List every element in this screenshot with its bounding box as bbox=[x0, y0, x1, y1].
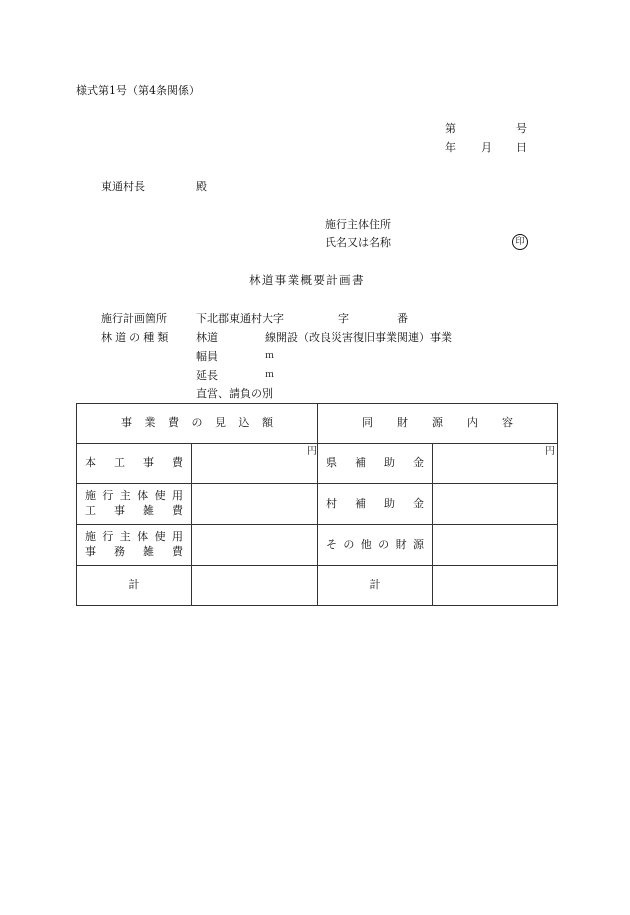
total-row bbox=[77, 566, 558, 606]
label-char: 見 bbox=[215, 416, 226, 430]
row-label-construction-misc bbox=[77, 484, 192, 525]
date-month: 月 bbox=[481, 141, 492, 154]
table-row bbox=[77, 525, 558, 566]
cost-table-header-row bbox=[77, 404, 558, 444]
number-prefix: 第 bbox=[445, 122, 456, 135]
row-label-line1 bbox=[77, 489, 191, 504]
cell-total-cost-amount[interactable] bbox=[192, 566, 318, 606]
cell-pref-subsidy-amount[interactable] bbox=[433, 444, 558, 484]
label-char: 工 bbox=[114, 456, 125, 470]
date-year: 年 bbox=[445, 141, 456, 154]
row-label-text bbox=[318, 538, 432, 553]
label-char: 財 bbox=[395, 537, 407, 551]
label-char: 費 bbox=[172, 456, 183, 470]
type-label bbox=[101, 332, 183, 343]
label-char: 本 bbox=[85, 456, 96, 470]
label-char: 業 bbox=[144, 416, 156, 430]
label-char: 施 bbox=[85, 530, 96, 544]
label-char: 事 bbox=[143, 456, 154, 470]
header-funding-content bbox=[318, 404, 558, 444]
label-char: 事 bbox=[85, 545, 96, 558]
label-char: 主 bbox=[119, 489, 131, 503]
label-char: 込 bbox=[238, 416, 250, 430]
row-label-line1 bbox=[77, 530, 191, 545]
label-char: の bbox=[378, 537, 390, 551]
row-label-office-misc bbox=[77, 525, 192, 566]
row-label-main-construction bbox=[77, 444, 192, 484]
label-char: 助 bbox=[384, 456, 395, 470]
length-label: 延長 bbox=[196, 369, 218, 382]
applicant-address-label: 施行主体住所 bbox=[325, 218, 391, 231]
label-char: 行 bbox=[102, 530, 114, 544]
cell-office-misc-amount[interactable] bbox=[192, 525, 318, 566]
label-char: 財 bbox=[397, 416, 408, 430]
label-char: 助 bbox=[384, 496, 395, 510]
row-label-village-subsidy bbox=[318, 484, 433, 525]
cost-table bbox=[76, 403, 558, 606]
label-char: 源 bbox=[412, 537, 424, 551]
label-char: 金 bbox=[413, 456, 424, 470]
label-char: 用 bbox=[171, 489, 183, 503]
label-char: 額 bbox=[262, 416, 273, 430]
label-char: 費 bbox=[168, 416, 179, 430]
label-char: 補 bbox=[355, 496, 366, 510]
table-row bbox=[77, 444, 558, 484]
label-char: 体 bbox=[137, 530, 149, 544]
label-char: 使 bbox=[154, 530, 166, 544]
location-aza: 字 bbox=[338, 312, 349, 325]
label-char: 内 bbox=[467, 416, 478, 430]
cell-village-subsidy-amount[interactable] bbox=[433, 484, 558, 525]
applicant-name-label: 氏名又は名称 bbox=[325, 236, 391, 249]
addressee-name: 東通村長 bbox=[101, 180, 145, 193]
label-char: そ bbox=[326, 537, 337, 551]
yen-unit-left: 円 bbox=[307, 446, 317, 457]
location-label: 施行計画箇所 bbox=[101, 312, 167, 325]
length-unit: ｍ bbox=[265, 370, 275, 380]
label-char: 事 bbox=[114, 504, 125, 517]
label-char: 使 bbox=[154, 489, 166, 503]
label-char: 費 bbox=[172, 545, 183, 558]
cell-main-construction-amount[interactable] bbox=[192, 444, 318, 484]
type-label-value: 林道の種類 bbox=[101, 331, 172, 344]
location-banchi: 番 bbox=[397, 312, 408, 325]
form-number: 様式第1号（第4条関係） bbox=[76, 84, 200, 97]
addressee-honorific: 殿 bbox=[196, 180, 207, 193]
header-right-text bbox=[318, 416, 557, 431]
total-label-right: 計 bbox=[318, 566, 433, 606]
row-label-pref-subsidy bbox=[307, 444, 433, 484]
label-char: 雑 bbox=[143, 545, 154, 558]
row-label-text bbox=[318, 497, 432, 512]
label-char: 事 bbox=[121, 416, 132, 430]
label-char: 補 bbox=[355, 456, 366, 470]
method-label: 直営、請負の別 bbox=[196, 387, 273, 400]
seal-mark: 印 bbox=[512, 234, 528, 250]
label-char: 務 bbox=[114, 545, 125, 558]
cell-construction-misc-amount[interactable] bbox=[192, 484, 318, 525]
label-char: 工 bbox=[85, 504, 96, 517]
row-label-other-funding bbox=[318, 525, 433, 566]
row-label-line2 bbox=[77, 545, 191, 560]
cell-other-funding-amount[interactable] bbox=[433, 525, 558, 566]
header-estimated-cost bbox=[77, 404, 318, 444]
label-char: の bbox=[343, 537, 355, 551]
total-label-left: 計 bbox=[77, 566, 192, 606]
label-char: 体 bbox=[137, 489, 149, 503]
label-char: 容 bbox=[502, 416, 513, 430]
label-char: 県 bbox=[326, 456, 337, 470]
type-project: 線開設（改良災害復旧事業関連）事業 bbox=[265, 331, 452, 344]
number-suffix: 号 bbox=[516, 122, 527, 135]
type-label-text bbox=[101, 332, 183, 343]
document-title: 林道事業概要計画書 bbox=[249, 273, 365, 287]
width-unit: ｍ bbox=[265, 351, 275, 361]
label-char: 他 bbox=[360, 537, 372, 551]
label-char: 雑 bbox=[143, 504, 154, 517]
date-day: 日 bbox=[516, 141, 527, 154]
type-value: 林道 bbox=[196, 331, 218, 344]
cell-total-funding-amount[interactable] bbox=[433, 566, 558, 606]
label-char: の bbox=[191, 416, 203, 430]
width-label: 幅員 bbox=[196, 350, 218, 363]
label-char: 源 bbox=[432, 416, 443, 430]
row-label-line2 bbox=[77, 504, 191, 519]
label-char: 施 bbox=[85, 489, 96, 503]
label-char: 行 bbox=[102, 489, 114, 503]
label-char: 主 bbox=[119, 530, 131, 544]
yen-unit-right: 円 bbox=[545, 446, 555, 457]
location-value: 下北郡東通村大字 bbox=[196, 312, 284, 325]
row-label-text bbox=[318, 456, 432, 471]
header-left-text bbox=[77, 416, 317, 431]
label-char: 用 bbox=[171, 530, 183, 544]
label-char: 費 bbox=[172, 504, 183, 517]
label-char: 同 bbox=[362, 416, 373, 430]
label-char: 金 bbox=[413, 496, 424, 510]
label-char: 村 bbox=[326, 496, 337, 510]
row-label-text bbox=[77, 456, 191, 471]
table-row bbox=[77, 484, 558, 525]
